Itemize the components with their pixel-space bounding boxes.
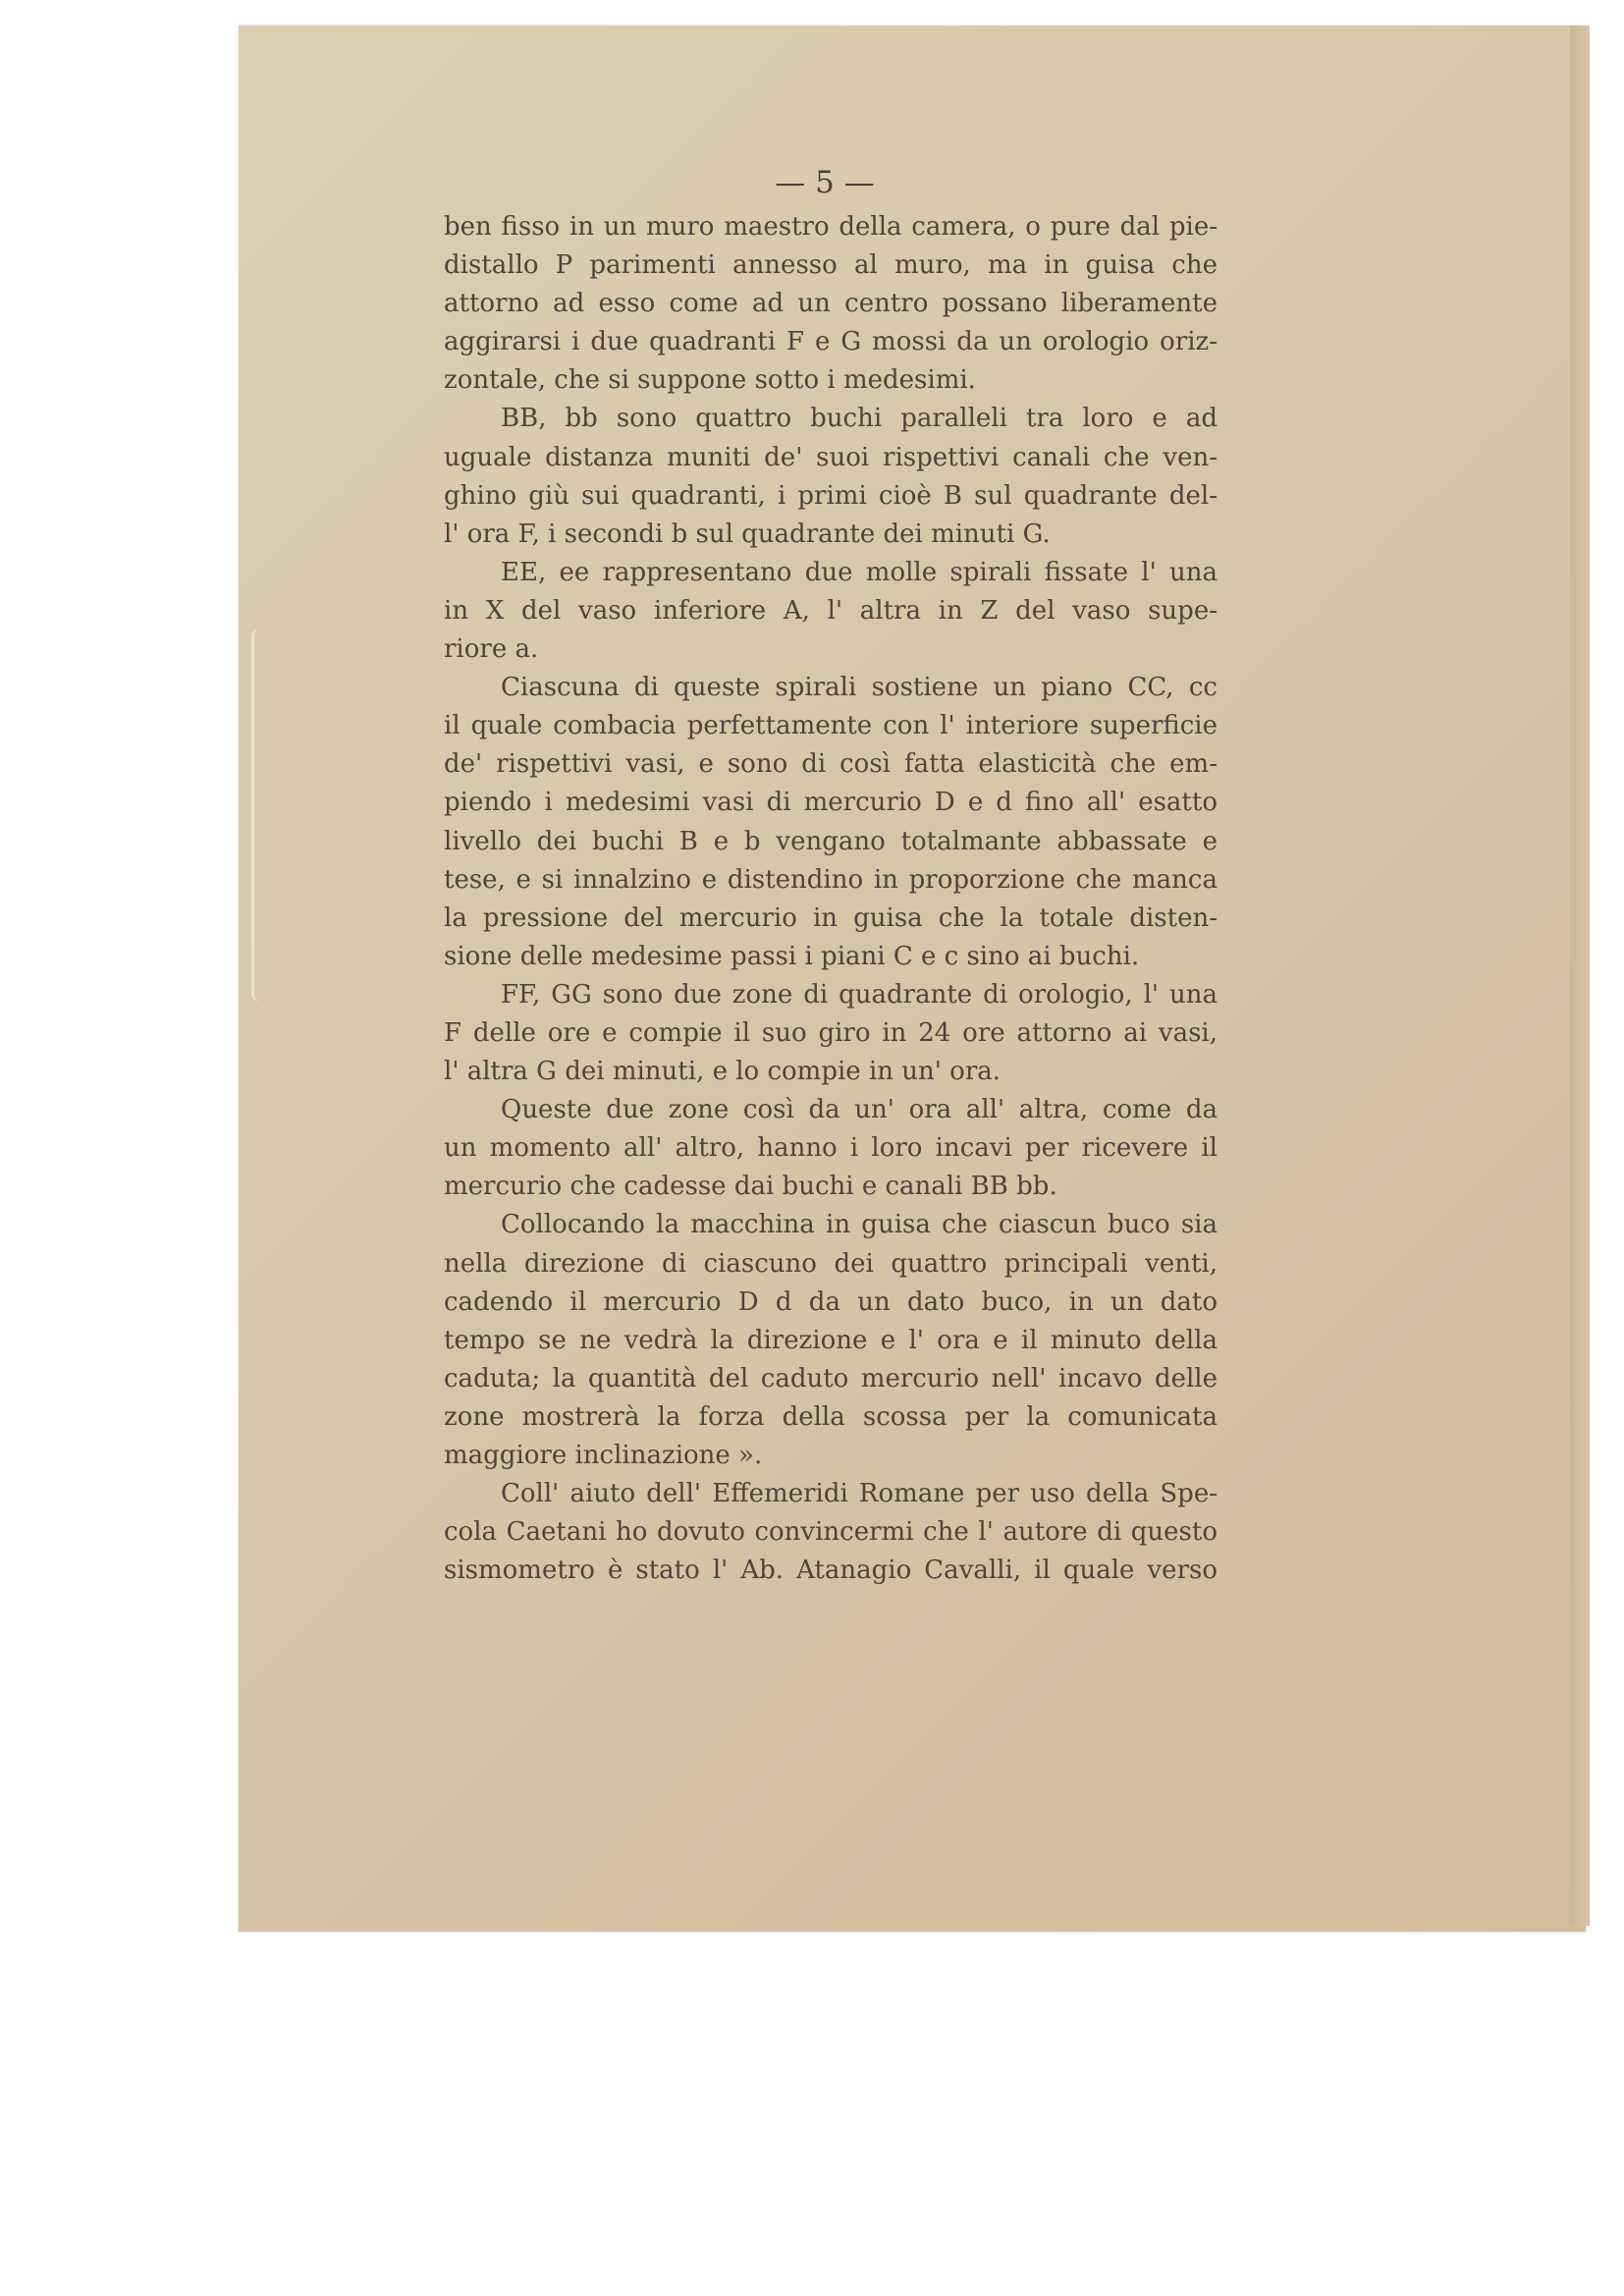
text-line: uguale distanza muniti de' suoi rispettivi canali che ven- <box>444 442 1218 472</box>
text-line: distallo P parimenti annesso al muro, ma in guisa che <box>444 250 1218 281</box>
text-line: piendo i medesimi vasi di mercurio D e d fino all' esatto <box>444 788 1218 818</box>
text-line: EE, ee rappresentano due molle spirali fissate l' una <box>501 557 1218 587</box>
text-line: aggirarsi i due quadranti F e G mossi da un orologio oriz- <box>444 327 1218 357</box>
text-line: in X del vaso inferiore A, l' altra in Z del vaso supe- <box>444 595 1218 626</box>
text-line: de' rispettivi vasi, e sono di così fatta elasticità che em- <box>444 749 1218 780</box>
text-line: FF, GG sono due zone di quadrante di orologio, l' una <box>501 979 1218 1010</box>
text-line: mercurio che cadesse dai buchi e canali BB bb. <box>444 1172 1057 1202</box>
text-line: Queste due zone così da un' ora all' altra, come da <box>501 1095 1218 1125</box>
binding-thread <box>251 629 268 1002</box>
text-line: Coll' aiuto dell' Effemeridi Romane per uso della Spe- <box>501 1479 1218 1509</box>
text-line: un momento all' altro, hanno i loro incavi per ricevere il <box>444 1133 1218 1164</box>
text-line: Collocando la macchina in guisa che ciascun buco sia <box>501 1210 1218 1240</box>
text-line: zone mostrerà la forza della scossa per la comunicata <box>444 1401 1218 1432</box>
text-line: l' altra G dei minuti, e lo compie in un' ora. <box>444 1057 1001 1087</box>
text-line: l' ora F, i secondi b sul quadrante dei minuti G. <box>444 519 1051 549</box>
text-line: cola Caetani ho dovuto convincermi che l' autore di questo <box>444 1517 1218 1548</box>
text-line: attorno ad esso come ad un centro possano liberamente <box>444 289 1218 319</box>
text-line: maggiore inclinazione ». <box>444 1441 763 1470</box>
text-line: ben fisso in un muro maestro della camera, o pure dal pie- <box>444 212 1218 242</box>
text-line: la pressione del mercurio in guisa che la totale disten- <box>444 902 1218 933</box>
paper-edge <box>1570 26 1590 1926</box>
text-line: caduta; la quantità del caduto mercurio nell' incavo delle <box>444 1363 1218 1394</box>
text-line: riore a. <box>444 634 539 665</box>
text-line: livello dei buchi B e b vengano totalmante abbassate e <box>444 826 1218 856</box>
text-line: BB, bb sono quattro buchi paralleli tra loro e ad <box>501 404 1218 434</box>
text-line: il quale combacia perfettamente con l' interiore superficie <box>444 711 1218 741</box>
text-line: zontale, che si suppone sotto i medesimi. <box>444 365 976 396</box>
text-line: F delle ore e compie il suo giro in 24 ore attorno ai vasi, <box>444 1017 1218 1048</box>
text-line: sione delle medesime passi i piani C e c sino ai buchi. <box>444 941 1140 971</box>
text-line: tempo se ne vedrà la direzione e l' ora e il minuto della <box>444 1325 1218 1355</box>
text-line: cadendo il mercurio D d da un dato buco, in un dato <box>444 1286 1218 1317</box>
text-line: Ciascuna di queste spirali sostiene un piano CC, cc <box>501 673 1218 703</box>
text-line: nella direzione di ciascuno dei quattro principali venti, <box>444 1248 1218 1279</box>
page-number <box>0 165 1624 200</box>
text-line: sismometro è stato l' Ab. Atanagio Cavalli, il quale verso <box>444 1556 1218 1586</box>
page-number-text: — 5 — <box>775 165 875 200</box>
text-line: tese, e si innalzino e distendino in proporzione che manca <box>444 864 1218 895</box>
body-text <box>444 208 1218 1590</box>
text-line: ghino giù sui quadranti, i primi cioè B sul quadrante del- <box>444 480 1218 511</box>
